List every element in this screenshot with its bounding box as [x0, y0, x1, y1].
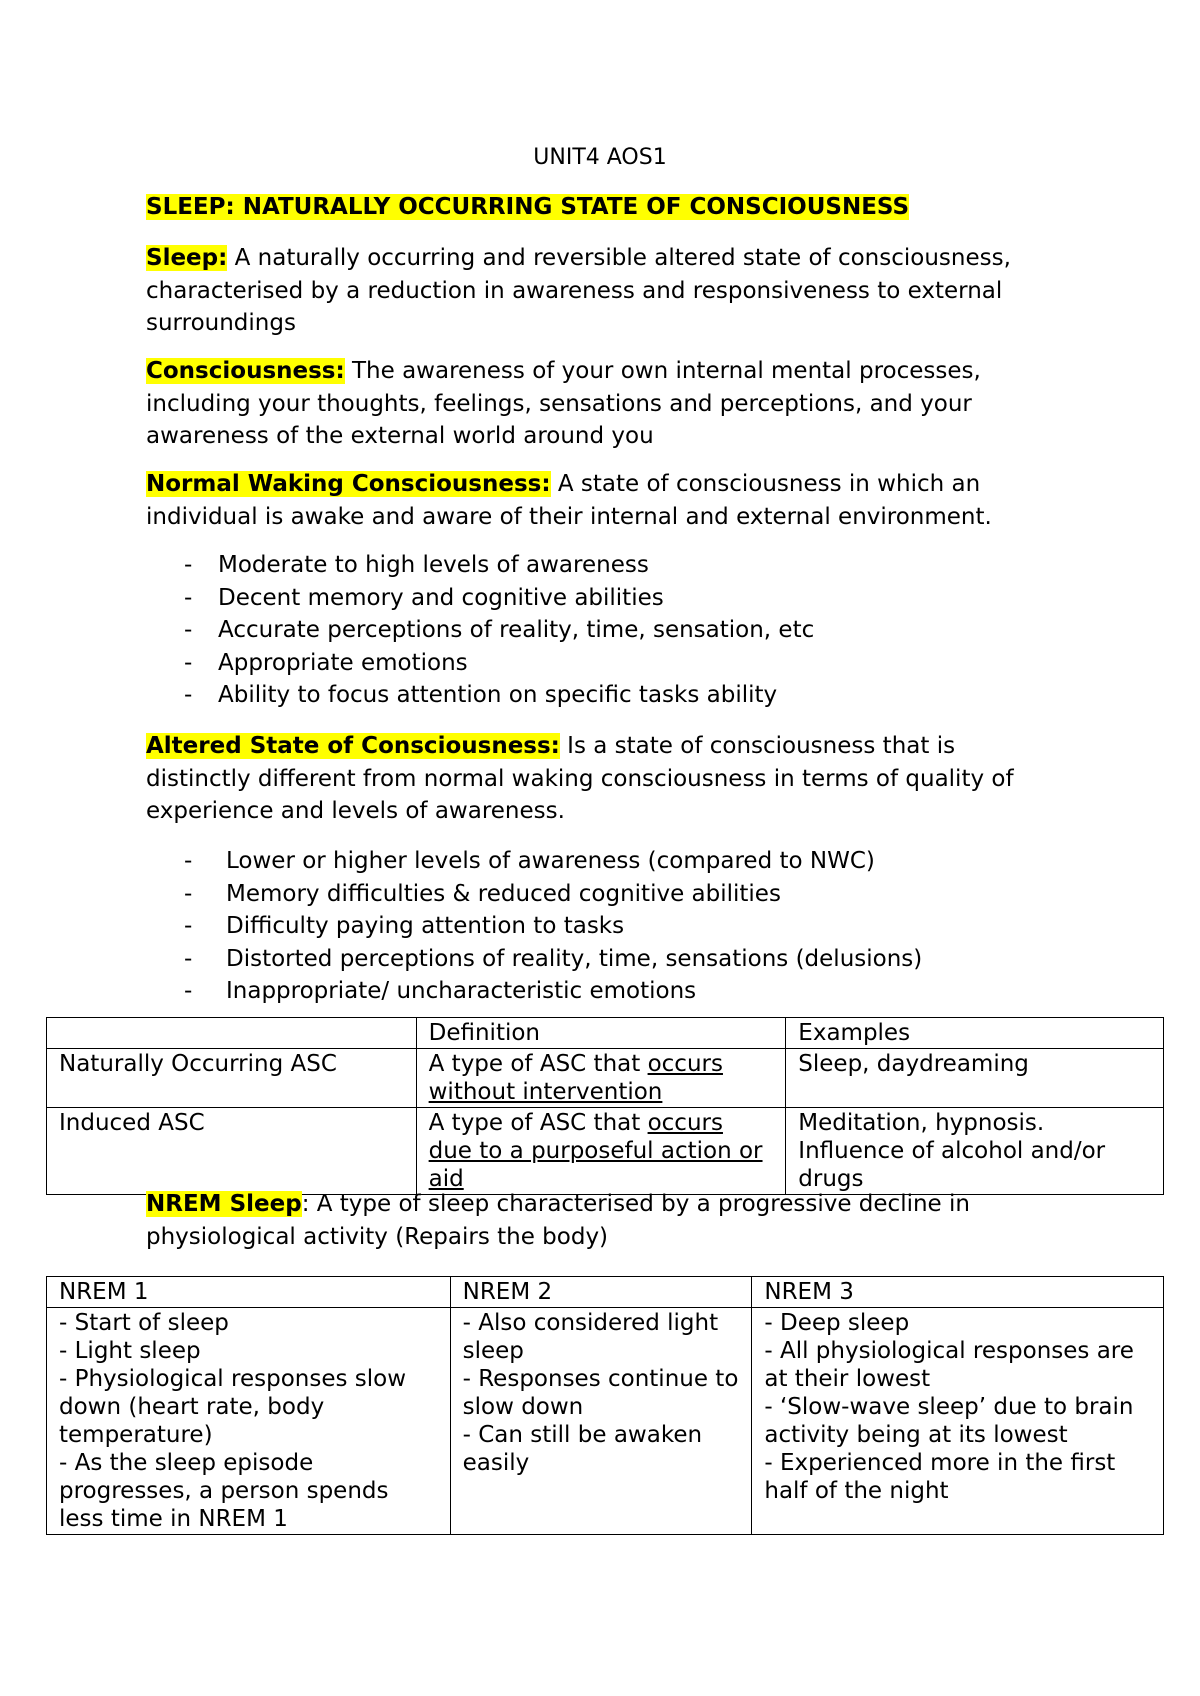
table-cell: Induced ASC — [47, 1108, 417, 1195]
section-heading — [146, 194, 909, 220]
asc-table — [46, 1017, 1164, 1195]
nwc-bullet-list — [146, 549, 814, 712]
list-item: - Ability to focus attention on specific tasks ability — [184, 682, 778, 708]
table-cell: - Deep sleep - All physiological responses are at their lowest - ‘Slow-wave sleep’ due to brain activity being at its lowest - Experienced more in the first half of the night — [752, 1308, 1164, 1535]
list-item: - Memory difficulties & reduced cognitive abilities — [184, 880, 781, 907]
table-row — [47, 1108, 1164, 1195]
table-cell: Meditation, hypnosis. Influence of alcohol and/or drugs — [786, 1108, 1164, 1195]
table-header-row — [47, 1018, 1164, 1049]
list-item: - Accurate perceptions of reality, time, sensation, etc — [184, 617, 815, 643]
asc-bullet-list — [146, 845, 922, 1008]
nrem-table — [46, 1276, 1164, 1535]
term-nrem: NREM Sleep — [146, 1191, 302, 1217]
term-sleep: Sleep: — [146, 245, 228, 271]
definition-consciousness — [146, 355, 1066, 453]
list-item: - Inappropriate/ uncharacteristic emotions — [184, 978, 697, 1004]
table-cell: Sleep, daydreaming — [786, 1049, 1164, 1108]
list-item: - Decent memory and cognitive abilities — [184, 584, 664, 611]
term-asc: Altered State of Consciousness: — [146, 733, 560, 759]
table-row — [47, 1308, 1164, 1535]
table-cell: - Start of sleep - Light sleep - Physiological responses slow down (heart rate, body temperature) - As the sleep episode progresses, a person spends less time in NREM 1 — [47, 1308, 451, 1535]
table-cell: A type of ASC that occurs due to a purposeful action or aid — [416, 1108, 786, 1195]
list-item: - Appropriate emotions — [184, 649, 468, 676]
table-header-cell: Definition — [416, 1018, 786, 1049]
definition-nwc-text: A state of consciousness in which an individual is awake and aware of their internal and external environment. — [146, 471, 992, 530]
table-header-cell — [47, 1018, 417, 1049]
list-item: - Moderate to high levels of awareness — [184, 552, 649, 578]
definition-nwc — [146, 468, 1066, 533]
definition-asc — [146, 730, 1066, 828]
table-header-cell: NREM 1 — [47, 1277, 451, 1308]
table-cell: A type of ASC that occurs without intervention — [416, 1049, 786, 1108]
term-nwc: Normal Waking Consciousness: — [146, 471, 551, 497]
definition-sleep — [146, 242, 1066, 340]
section-heading-text: SLEEP: NATURALLY OCCURRING STATE OF CONSCIOUSNESS — [146, 194, 910, 220]
table-cell: - Also considered light sleep - Responses continue to slow down - Can still be awaken easily — [450, 1308, 752, 1535]
table-header-cell: NREM 3 — [752, 1277, 1164, 1308]
definition-nrem-text: : A type of sleep characterised by a progressive decline in physiological activity (Repairs the body) — [146, 1191, 970, 1250]
list-item: - Difficulty paying attention to tasks — [184, 913, 625, 939]
page-title: UNIT4 AOS1 — [533, 145, 667, 170]
term-consciousness: Consciousness: — [146, 358, 345, 384]
table-header-cell: NREM 2 — [450, 1277, 752, 1308]
table-header-cell: Examples — [786, 1018, 1164, 1049]
table-header-row — [47, 1277, 1164, 1308]
list-item: - Distorted perceptions of reality, time, sensations (delusions) — [184, 945, 923, 972]
definition-nrem — [146, 1188, 1066, 1253]
table-cell: Naturally Occurring ASC — [47, 1049, 417, 1108]
list-item: - Lower or higher levels of awareness (compared to NWC) — [184, 848, 875, 874]
definition-sleep-text: A naturally occurring and reversible altered state of consciousness, characterised by a reduction in awareness and responsiveness to external surroundings — [146, 245, 1011, 336]
definition-consciousness-text: The awareness of your own internal mental processes, including your thoughts, feelings, sensations and perceptions, and your awareness of the external world around you — [146, 358, 981, 449]
table-row — [47, 1049, 1164, 1108]
definition-asc-text: Is a state of consciousness that is distinctly different from normal waking consciousness in terms of quality of experience and levels of awareness. — [146, 733, 1014, 824]
